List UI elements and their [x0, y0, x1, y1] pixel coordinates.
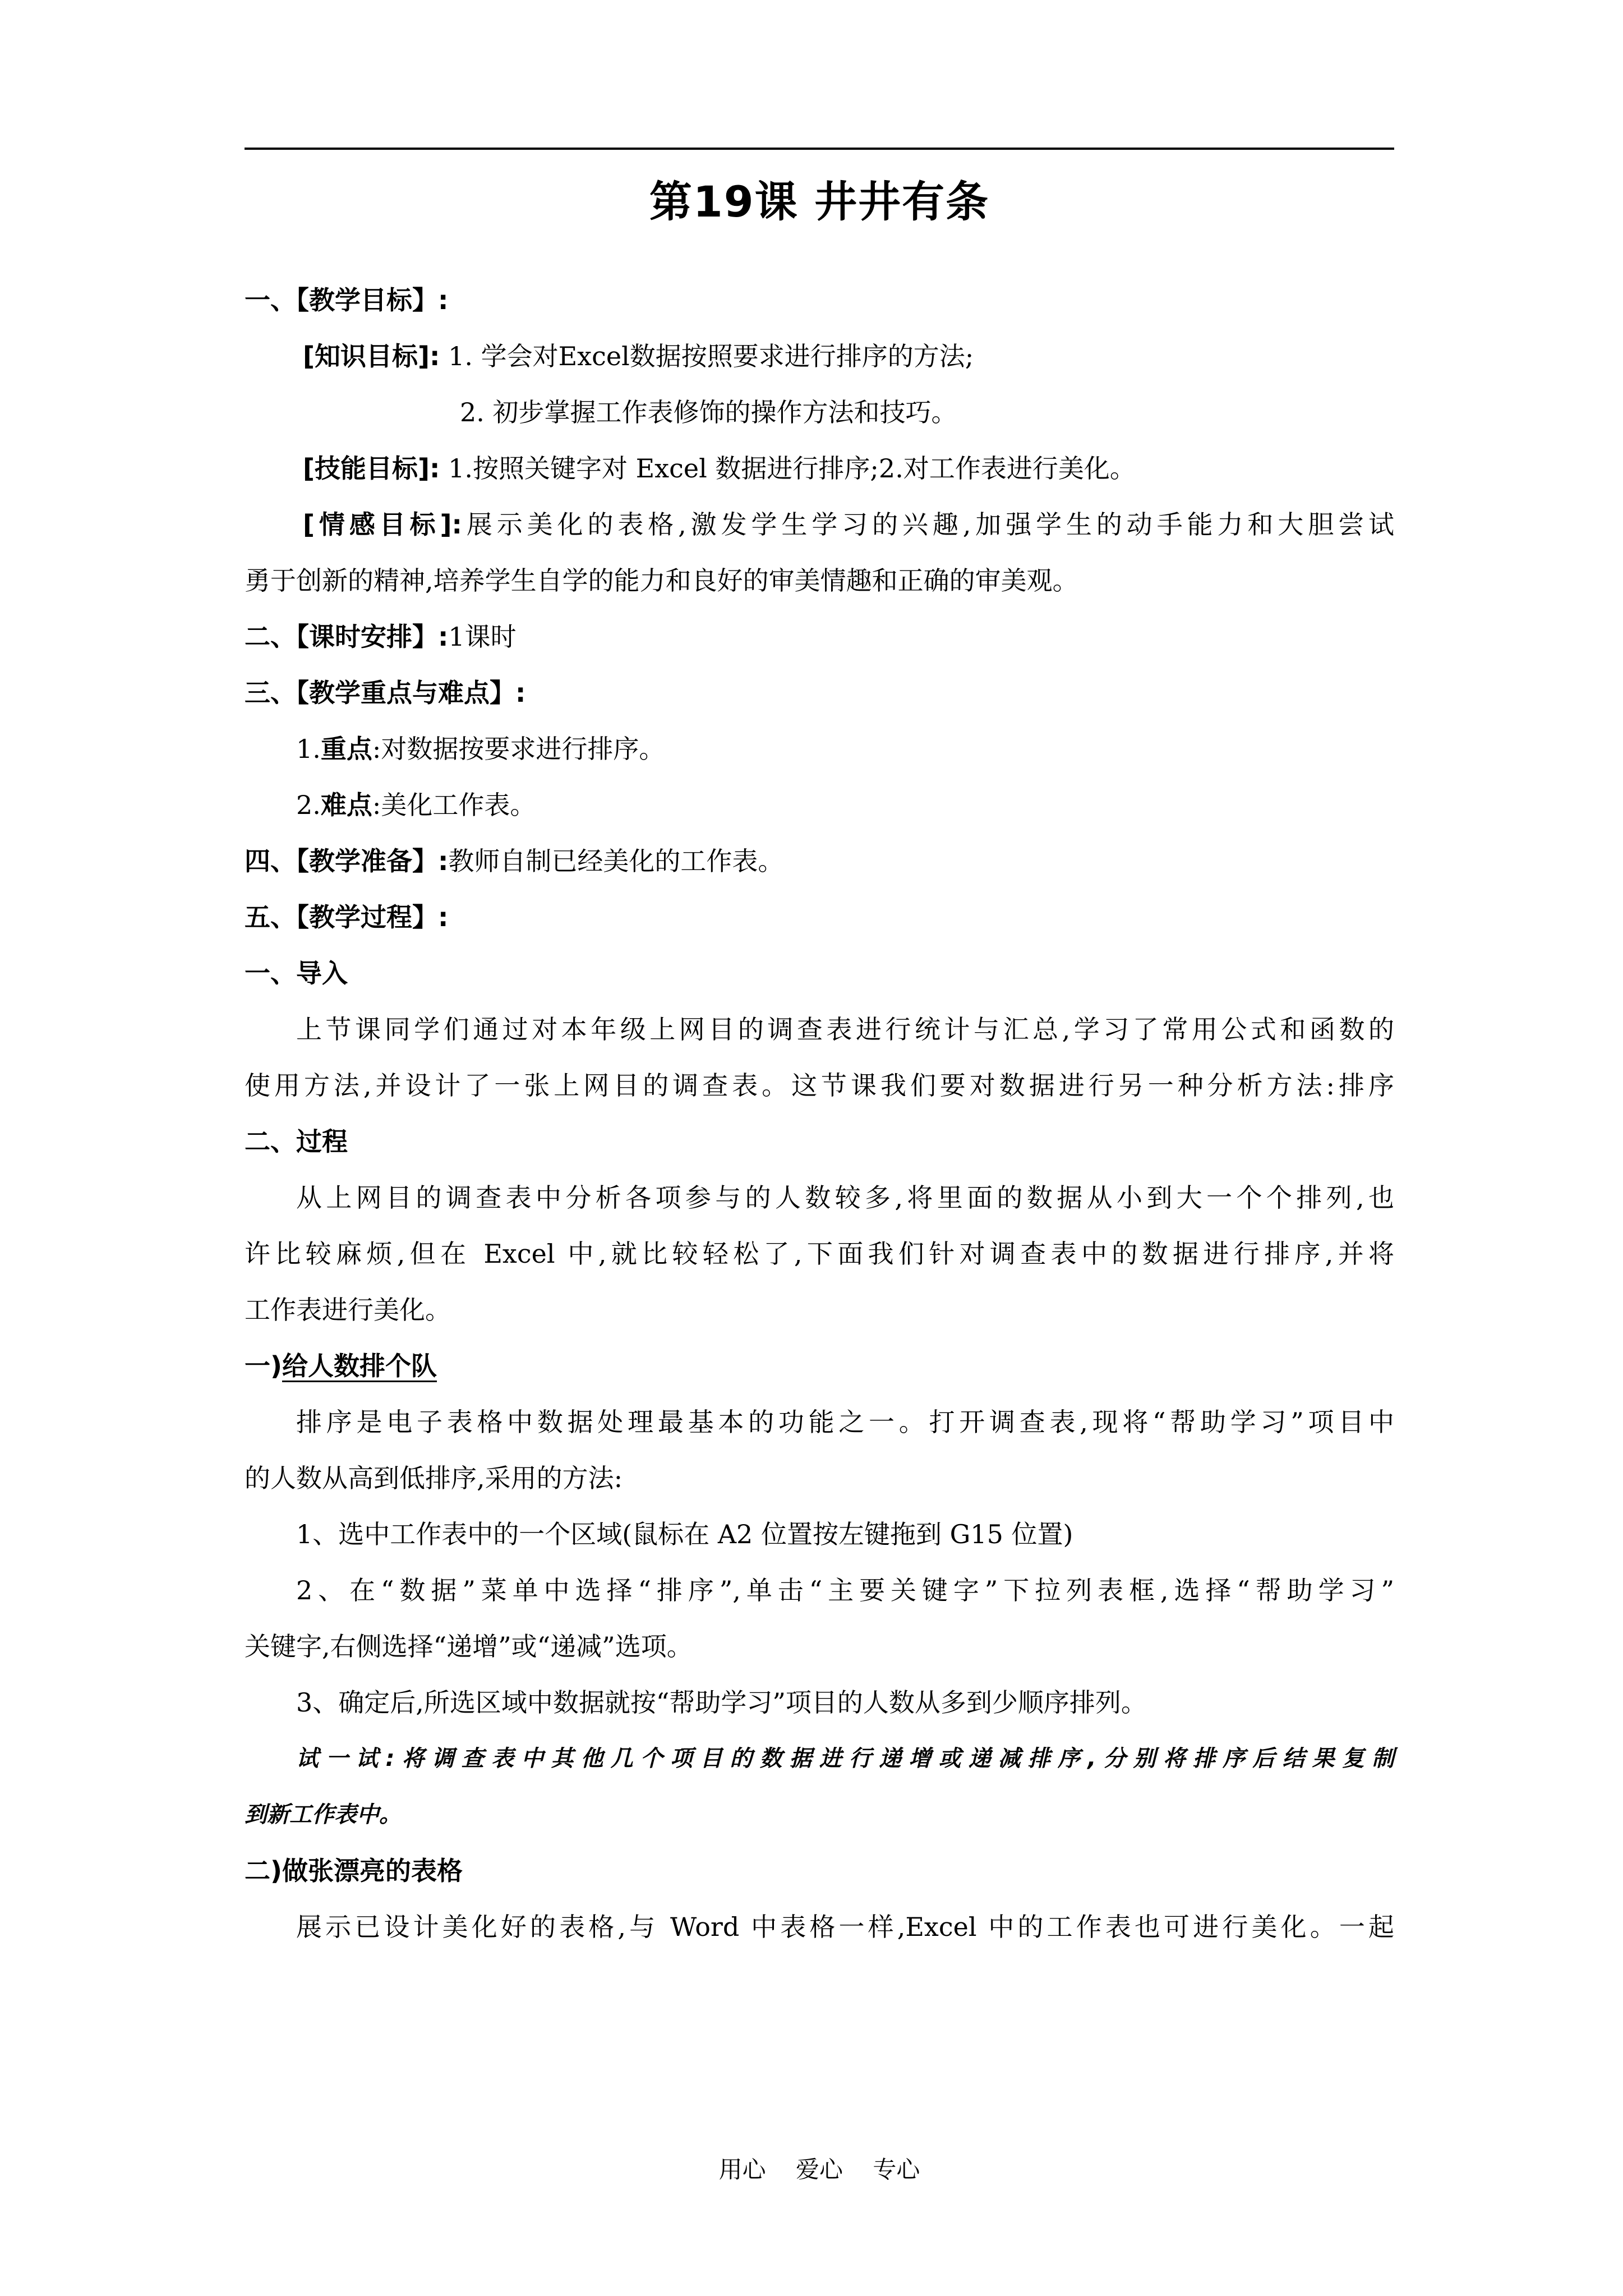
process-heading: 五、【教学过程】:	[245, 902, 449, 932]
emotion-objective-label: [情感目标]:	[303, 509, 462, 540]
key-point-line	[296, 732, 665, 766]
preparation-text: 教师自制已经美化的工作表。	[448, 846, 784, 876]
knowledge-objective-label: [知识目标]:	[303, 341, 440, 371]
difficulty-number: 2.	[296, 790, 321, 820]
process-paragraph-line-1: 从上网目的调查表中分析各项参与的人数较多,将里面的数据从小到大一个个排列,也	[296, 1182, 1394, 1213]
preparation-heading: 四、【教学准备】:	[245, 846, 449, 876]
sort-section-title: 给人数排个队	[282, 1351, 437, 1381]
schedule-text: 1课时	[448, 622, 517, 652]
sort-paragraph-line-2: 的人数从高到低排序,采用的方法:	[245, 1463, 623, 1493]
sort-section-heading	[245, 1349, 437, 1383]
sort-step-2-line-2: 关键字,右侧选择“递增”或“递减”选项。	[245, 1631, 693, 1662]
sort-section-prefix: 一)	[245, 1351, 283, 1381]
sort-paragraph-line-1: 排序是电子表格中数据处理最基本的功能之一。打开调查表,现将“帮助学习”项目中	[296, 1407, 1394, 1437]
process-subheading: 二、过程	[245, 1126, 348, 1157]
skill-objective-text: 1.按照关键字对 Excel 数据进行排序;2.对工作表进行美化。	[448, 453, 1136, 484]
process-paragraph-line-3: 工作表进行美化。	[245, 1295, 451, 1325]
key-point-number: 1.	[296, 734, 321, 764]
lesson-title: 第19课 井井有条	[649, 177, 990, 227]
difficulty-line	[296, 788, 536, 822]
skill-objective-label: [技能目标]:	[303, 453, 440, 484]
knowledge-objective-line-1	[303, 339, 974, 373]
intro-paragraph-line-1: 上节课同学们通过对本年级上网目的调查表进行统计与汇总,学习了常用公式和函数的	[296, 1014, 1394, 1045]
emotion-objective-line-1	[303, 508, 1394, 541]
sort-step-2-line-1: 2、在“数据”菜单中选择“排序”,单击“主要关键字”下拉列表框,选择“帮助学习”	[296, 1575, 1394, 1605]
key-point-text: :对数据按要求进行排序。	[372, 734, 665, 764]
schedule-line	[245, 620, 517, 654]
try-it-line-2: 到新工作表中。	[245, 1802, 402, 1828]
beautify-paragraph-line-1: 展示已设计美化好的表格,与 Word 中表格一样,Excel 中的工作表也可进行美化。一起	[296, 1912, 1394, 1942]
knowledge-objective-text-1: 1. 学会对Excel数据按照要求进行排序的方法;	[448, 341, 974, 371]
knowledge-objective-text-2: 2. 初步掌握工作表修饰的操作方法和技巧。	[460, 397, 957, 427]
intro-heading: 一、导入	[245, 958, 348, 988]
skill-objective-line	[303, 452, 1136, 485]
sort-step-3: 3、确定后,所选区域中数据就按“帮助学习”项目的人数从多到少顺序排列。	[296, 1687, 1147, 1718]
try-it-line-1: 试一试:将调查表中其他几个项目的数据进行递增或递减排序,分别将排序后结果复制	[296, 1746, 1394, 1772]
preparation-line	[245, 844, 783, 878]
key-point-label: 重点	[320, 734, 372, 764]
difficulty-label: 难点	[320, 790, 372, 820]
schedule-heading: 二、【课时安排】:	[245, 622, 449, 652]
sort-step-1: 1、选中工作表中的一个区域(鼠标在 A2 位置按左键拖到 G15 位置)	[296, 1519, 1073, 1549]
header-rule	[245, 148, 1394, 150]
key-points-heading: 三、【教学重点与难点】:	[245, 678, 526, 708]
page-footer: 用心 爱心 专心	[718, 2156, 920, 2183]
intro-paragraph-line-2: 使用方法,并设计了一张上网目的调查表。这节课我们要对数据进行另一种分析方法:排序	[245, 1070, 1394, 1101]
difficulty-text: :美化工作表。	[372, 790, 536, 820]
process-paragraph-line-2: 许比较麻烦,但在 Excel 中,就比较轻松了,下面我们针对调查表中的数据进行排序,并将	[245, 1239, 1394, 1269]
beautify-section-heading: 二)做张漂亮的表格	[245, 1856, 463, 1886]
emotion-objective-text-2: 勇于创新的精神,培养学生自学的能力和良好的审美情趣和正确的审美观。	[245, 565, 1078, 596]
emotion-objective-text-1: 展示美化的表格,激发学生学习的兴趣,加强学生的动手能力和大胆尝试	[462, 509, 1394, 540]
objectives-heading: 一、【教学目标】:	[245, 285, 449, 315]
